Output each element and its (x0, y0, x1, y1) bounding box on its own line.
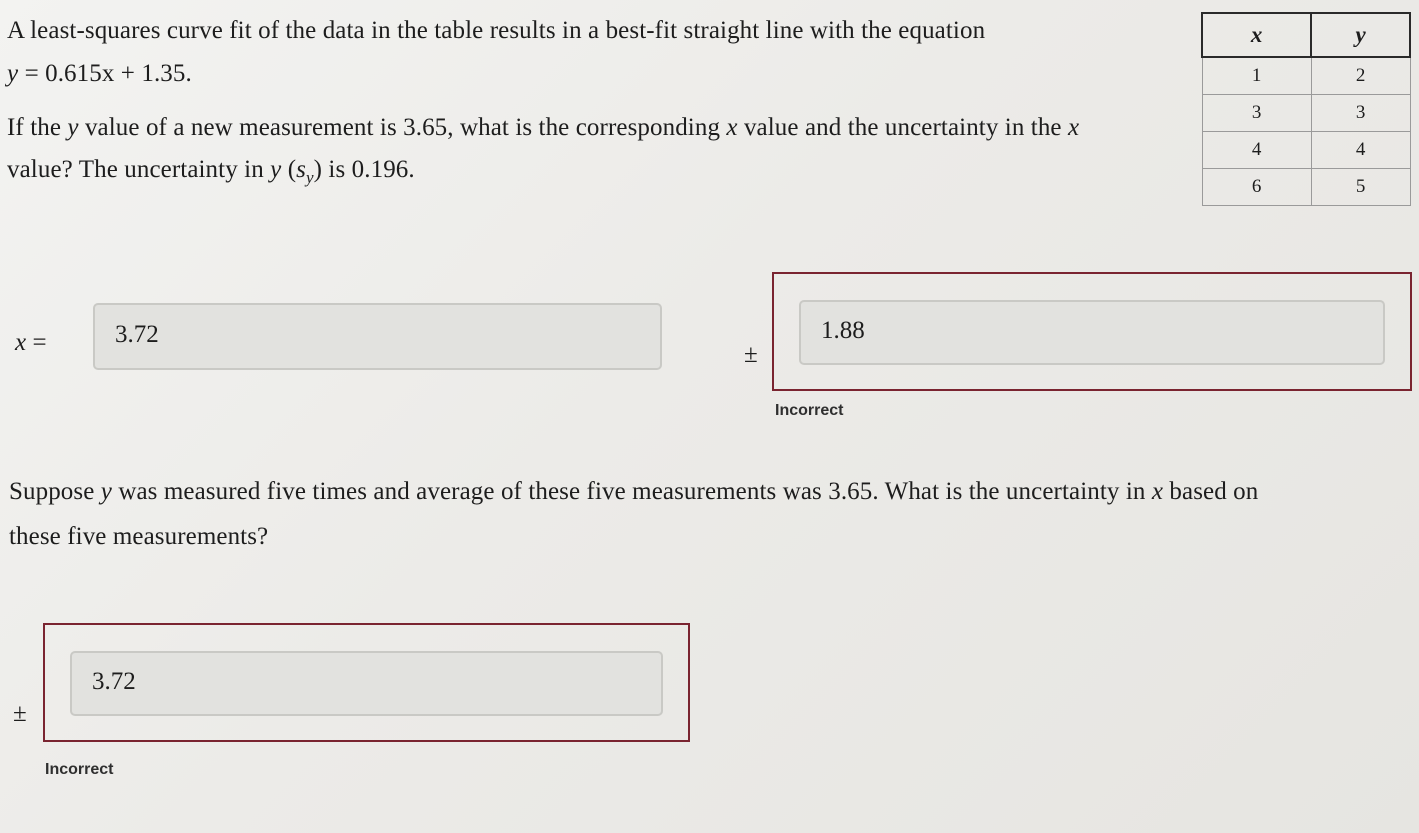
var-y: y (67, 114, 79, 141)
question1-line4-a: value? The uncertainty in (7, 156, 271, 183)
question2-line1-b: was measured five times and average of these five measurements was 3.65. What is the uncertainty in (111, 478, 1152, 505)
question1-line3-c: value and the uncertainty in the (737, 114, 1068, 141)
equation-rhs: = 0.615x + 1.35. (24, 60, 192, 87)
x-label (15, 329, 47, 357)
table-header-y: y (1311, 13, 1410, 57)
question1-line1 (7, 17, 985, 45)
table-cell: 6 (1202, 169, 1311, 206)
question1-equation (7, 60, 192, 88)
status-incorrect: Incorrect (775, 402, 844, 419)
var-x: x (726, 114, 738, 141)
table-row (1202, 169, 1410, 206)
question2-line2 (9, 523, 268, 551)
equation-lhs: y (7, 60, 19, 87)
table-cell: 4 (1202, 132, 1311, 169)
table-header-x: x (1202, 13, 1311, 57)
table-cell: 1 (1202, 57, 1311, 95)
question1-line3-a: If the (7, 114, 68, 141)
question2-line1 (9, 478, 1258, 506)
table-header-row (1202, 13, 1410, 57)
plus-minus-symbol: ± (744, 341, 758, 368)
table-cell: 4 (1311, 132, 1410, 169)
question1-line3 (7, 114, 1079, 142)
var-x: x (1151, 478, 1164, 505)
var-y: y (270, 156, 282, 183)
table-cell: 2 (1311, 57, 1410, 95)
var-s: s (296, 156, 306, 183)
x-value-text: 3.72 (115, 320, 159, 348)
data-table (1201, 12, 1411, 206)
table-row (1202, 57, 1410, 95)
question1-line1-text: A least-squares curve fit of the data in the table results in a best-fit straight line with the equation (7, 17, 986, 44)
var-s-subscript: y (305, 168, 314, 187)
question1-line4-b: ( (281, 156, 297, 183)
x-label-var: x (15, 329, 27, 356)
x-label-equals: = (26, 329, 47, 356)
table-row (1202, 132, 1410, 169)
question1-line4 (7, 156, 415, 189)
plus-minus-symbol: ± (13, 700, 27, 727)
x-value-input[interactable] (93, 303, 662, 370)
status-incorrect: Incorrect (45, 761, 114, 778)
question2-line2-text: these five measurements? (9, 523, 269, 550)
uncertainty2-value-text: 3.72 (92, 667, 136, 695)
uncertainty-value-text: 1.88 (821, 316, 865, 344)
var-x: x (1067, 114, 1080, 141)
var-y: y (100, 478, 112, 505)
uncertainty2-input[interactable] (70, 651, 663, 716)
uncertainty-input[interactable] (799, 300, 1385, 365)
question2-line1-a: Suppose (9, 478, 101, 505)
question1-line4-c: ) is 0.196. (313, 156, 415, 183)
table-row (1202, 95, 1410, 132)
table-cell: 3 (1311, 95, 1410, 132)
question1-line3-b: value of a new measurement is 3.65, what is the corresponding (78, 114, 727, 141)
question2-line1-c: based on (1163, 478, 1259, 505)
table-cell: 5 (1311, 169, 1410, 206)
table-cell: 3 (1202, 95, 1311, 132)
